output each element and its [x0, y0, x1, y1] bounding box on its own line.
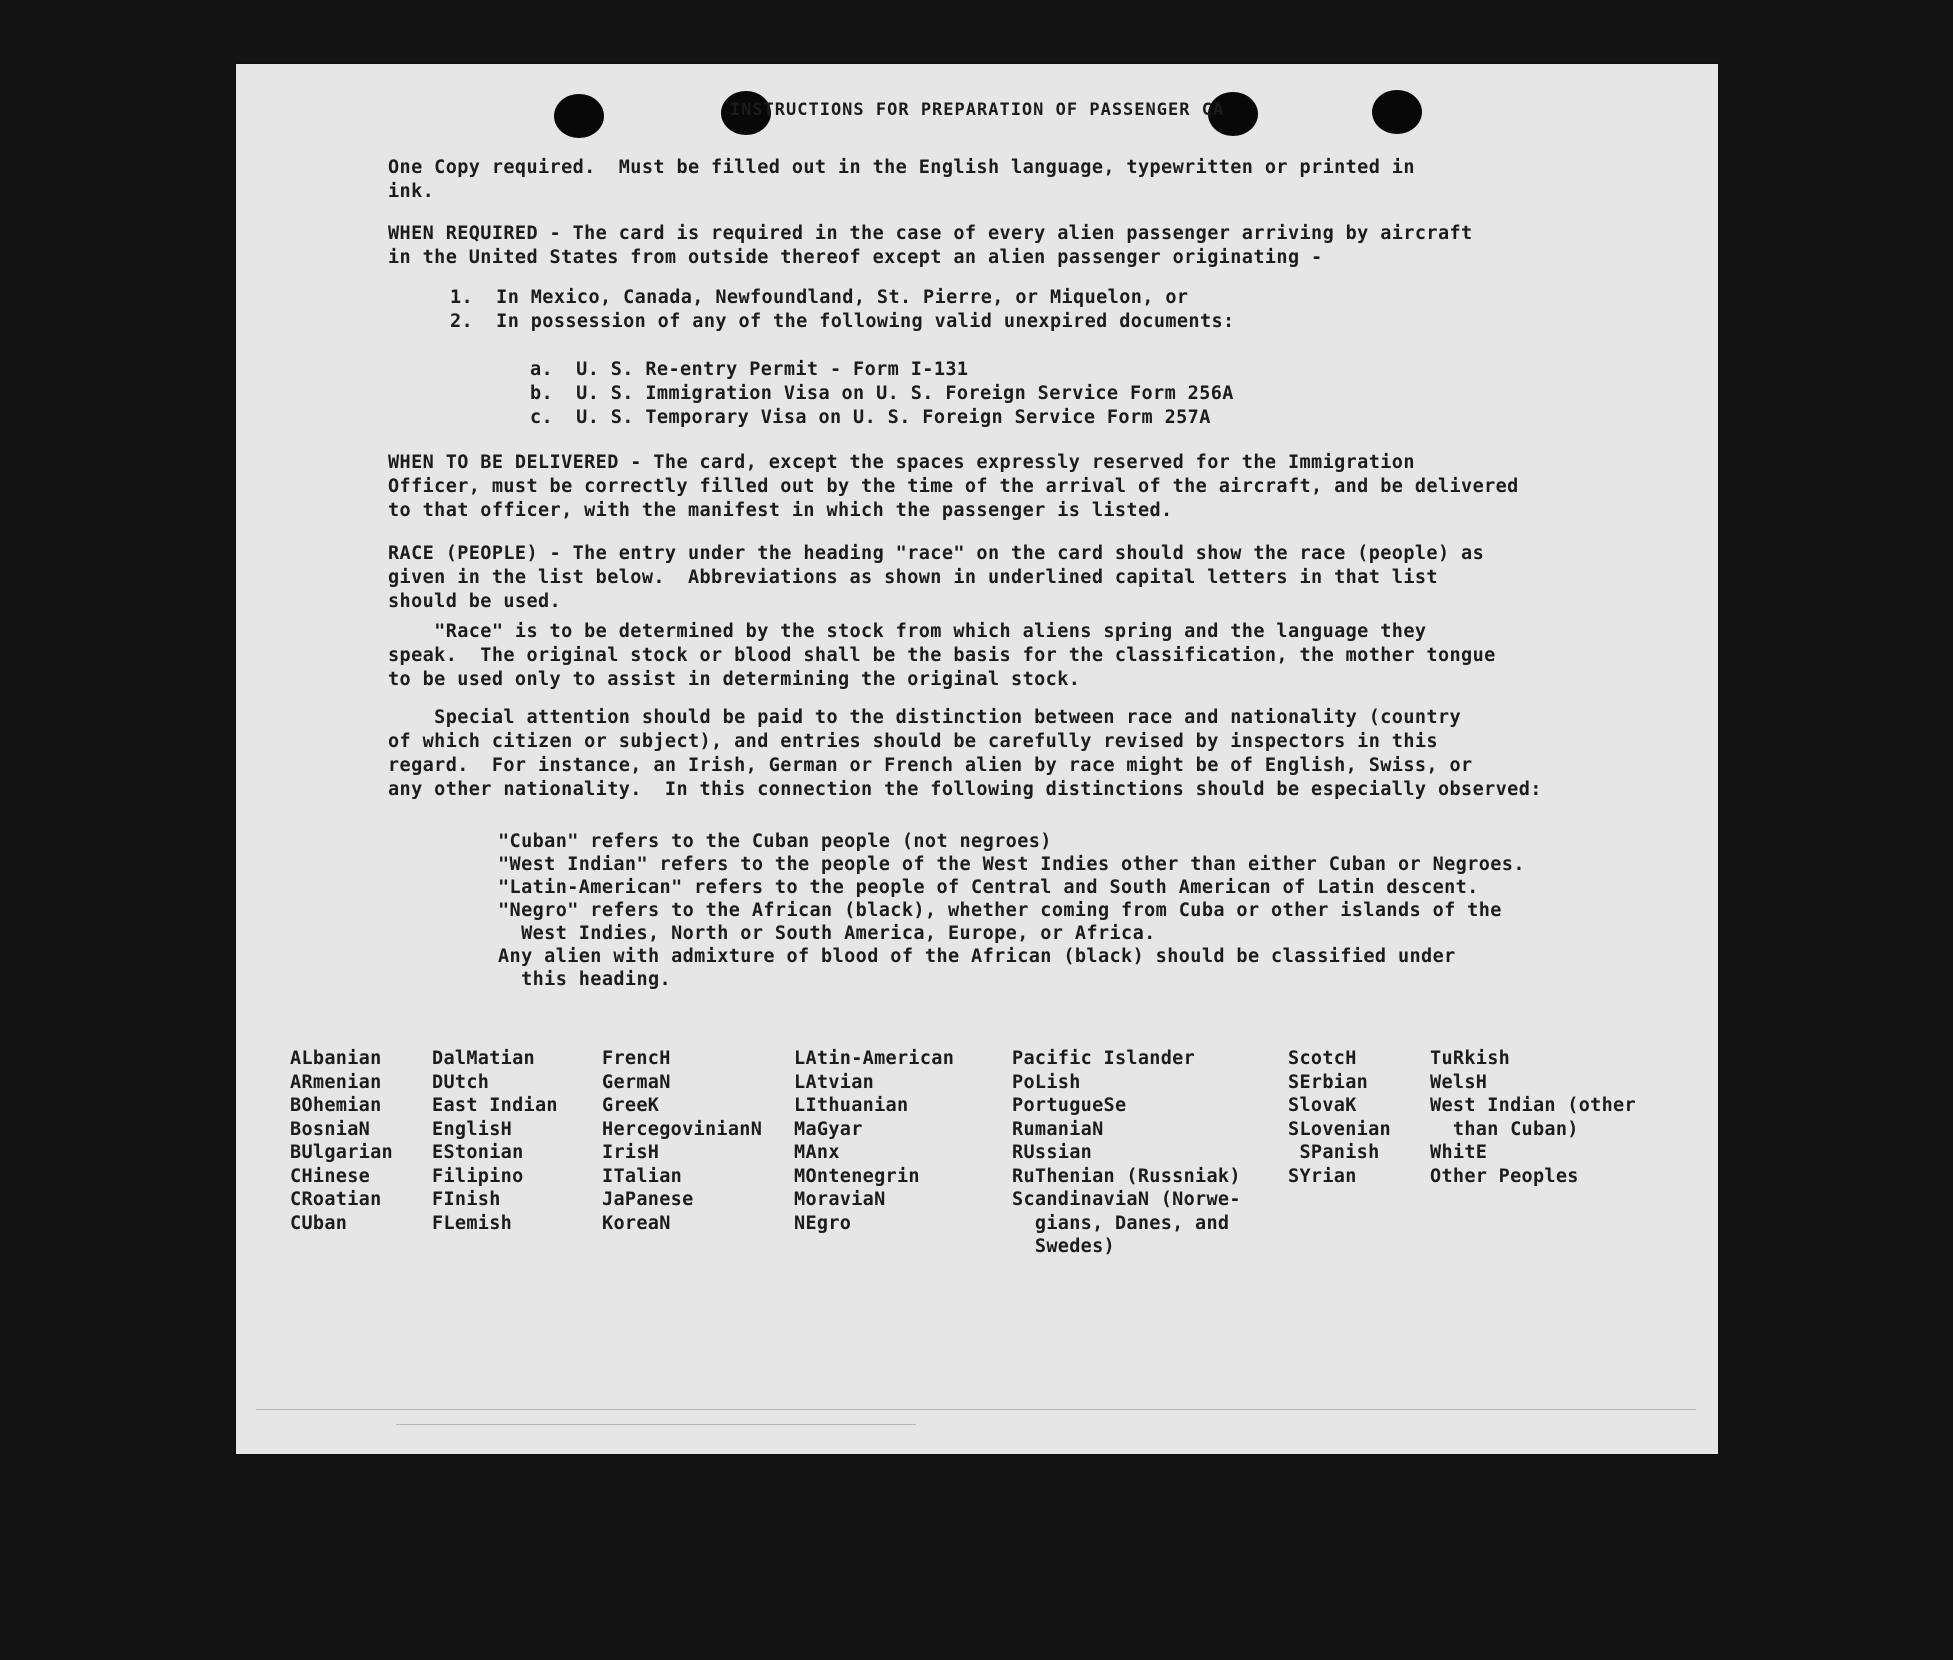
race-column-5 [1012, 1047, 1241, 1259]
document-page [236, 64, 1718, 1454]
race-item: Swedes) [1012, 1236, 1115, 1257]
race-item: ALbanian [290, 1048, 382, 1069]
race-item: EStonian [432, 1142, 524, 1163]
race-item: BosniaN [290, 1118, 371, 1140]
paragraph-copy-required: One Copy required. Must be filled out in the English language, typewritten or printed in ink. [388, 157, 1415, 202]
race-item: LIthuanian [794, 1095, 909, 1116]
race-item: SYrian [1288, 1165, 1357, 1187]
race-item: LAtvian [794, 1071, 875, 1093]
race-item: PoLish [1012, 1071, 1081, 1093]
distinctions-list: "Cuban" refers to the Cuban people (not negroes) "West Indian" refers to the people of the West Indies other than either Cuban or Negroes. "Latin-American" refers to the people of Central and South American of Latin descent. "Negro" refers to the African (black), whether coming from Cuba or other islands of the West Indies, North or South America, Europe, or Africa. Any alien with admixture of blood of the African (black) should be classified under this heading. [498, 831, 1525, 990]
race-item: Filipino [432, 1165, 524, 1187]
document-list: a. U. S. Re-entry Permit - Form I-131 b. U. S. Immigration Visa on U. S. Foreign Service Form 256A c. U. S. Temporary Visa on U. S. Foreign Service Form 257A [530, 359, 1234, 428]
race-item: LAtin-American [794, 1048, 955, 1069]
race-column-7 [1430, 1047, 1636, 1188]
race-item: MAnx [794, 1142, 840, 1163]
race-item: ARmenian [290, 1071, 382, 1093]
race-column-2 [432, 1047, 558, 1235]
race-column-6 [1288, 1047, 1391, 1188]
bleed-through-mark [256, 1409, 1696, 1410]
race-item: WelsH [1430, 1071, 1488, 1093]
race-item: gians, Danes, and [1012, 1212, 1230, 1234]
race-item: BOhemian [290, 1095, 382, 1116]
race-item: SlovaK [1288, 1095, 1357, 1116]
race-item: CRoatian [290, 1189, 382, 1210]
race-item: ScotcH [1288, 1048, 1357, 1069]
race-item: RuThenian (Russniak) [1012, 1165, 1241, 1187]
race-item: MoraviaN [794, 1189, 886, 1210]
race-column-1 [290, 1047, 393, 1235]
race-item: BUlgarian [290, 1142, 393, 1163]
race-item: ScandinaviaN (Norwe- [1012, 1189, 1241, 1210]
race-item: GreeK [602, 1095, 660, 1116]
race-item: FrencH [602, 1048, 671, 1069]
race-item: SPanish [1288, 1142, 1380, 1163]
race-item: SErbian [1288, 1071, 1369, 1093]
race-item: RUssian [1012, 1142, 1093, 1163]
race-item: CHinese [290, 1165, 371, 1187]
race-item: KoreaN [602, 1212, 671, 1234]
paragraph-special-attention: Special attention should be paid to the distinction between race and nationality (country of which citizen or subject), and entries should be carefully revised by inspectors in this regard. For instance, an Irish, German or French alien by race might be of English, Swiss, or any other nationality. In this connection the following distinctions should be especially observed: [388, 707, 1542, 800]
race-item: DalMatian [432, 1048, 535, 1069]
race-item: FInish [432, 1189, 501, 1210]
numbered-list: 1. In Mexico, Canada, Newfoundland, St. Pierre, or Miquelon, or 2. In possession of any of the following valid unexpired documents: [450, 287, 1235, 332]
race-item: MOntenegrin [794, 1165, 920, 1187]
race-column-3 [602, 1047, 762, 1235]
race-item: DUtch [432, 1071, 490, 1093]
race-item: MaGyar [794, 1118, 863, 1140]
race-item: PortugueSe [1012, 1095, 1127, 1116]
paragraph-race-definition: "Race" is to be determined by the stock from which aliens spring and the language they speak. The original stock or blood shall be the basis for the classification, the mother tongue to be used only to assist in determining the original stock. [388, 621, 1496, 690]
race-item: CUban [290, 1212, 348, 1234]
race-column-4 [794, 1047, 954, 1235]
race-item: EnglisH [432, 1118, 513, 1140]
race-item: than Cuban) [1430, 1118, 1579, 1140]
race-item: JaPanese [602, 1189, 694, 1210]
race-item: ITalian [602, 1165, 683, 1187]
race-item: Other Peoples [1430, 1165, 1579, 1187]
page-title: INSTRUCTIONS FOR PREPARATION OF PASSENGER CA [729, 100, 1225, 120]
race-item: IrisH [602, 1142, 660, 1163]
paragraph-race-people: RACE (PEOPLE) - The entry under the heading "race" on the card should show the race (people) as given in the list below. Abbreviations as shown in underlined capital letters in that list should be used. [388, 543, 1485, 612]
race-item: West Indian (other [1430, 1095, 1636, 1116]
bleed-through-mark [396, 1424, 916, 1425]
race-item: TuRkish [1430, 1048, 1511, 1069]
race-item: SLovenian [1288, 1118, 1391, 1140]
race-item: NEgro [794, 1212, 852, 1234]
race-item: RumaniaN [1012, 1118, 1104, 1140]
race-item: HercegovinianN [602, 1118, 763, 1140]
paragraph-when-delivered: WHEN TO BE DELIVERED - The card, except the spaces expressly reserved for the Immigration Officer, must be correctly filled out by the time of the arrival of the aircraft, and be delivered to that officer, with the manifest in which the passenger is listed. [388, 452, 1519, 521]
race-item: WhitE [1430, 1142, 1488, 1163]
race-item: Pacific Islander [1012, 1048, 1196, 1069]
race-item: East Indian [432, 1095, 558, 1116]
race-item: FLemish [432, 1212, 513, 1234]
race-item: GermaN [602, 1071, 671, 1093]
paragraph-when-required: WHEN REQUIRED - The card is required in the case of every alien passenger arriving by aircraft in the United States from outside thereof except an alien passenger originating - [388, 223, 1473, 268]
